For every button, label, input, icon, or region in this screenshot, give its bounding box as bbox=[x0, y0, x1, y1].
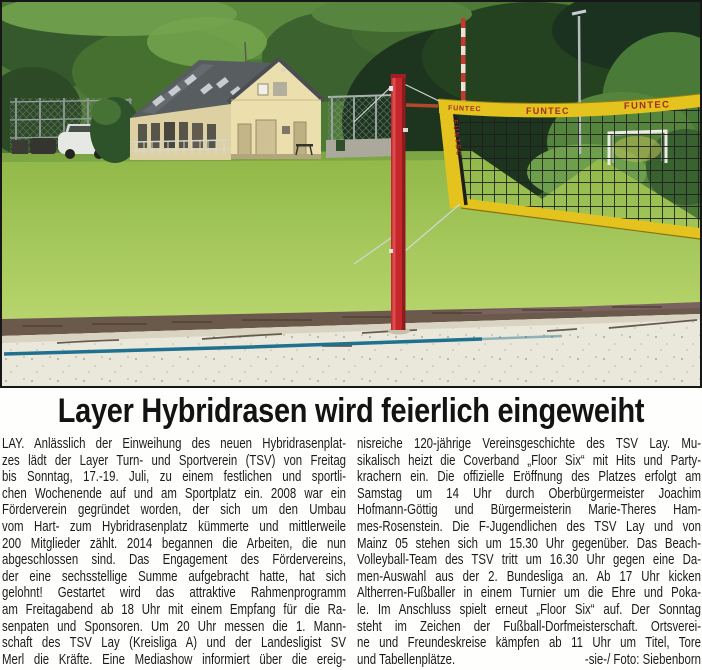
article-line: ne und Freundeskreise kämpfen ab 11 Uhr um Titel, Tore bbox=[357, 634, 702, 652]
article-column-right bbox=[357, 436, 701, 670]
article-line: le. Im Anschluss spielt erneut „Floor Six“ auf. Der Sonntag bbox=[357, 600, 702, 618]
article-line: Samstag um 14 Uhr durch Oberbürgermeister Joachim bbox=[357, 484, 702, 502]
article-line: Mainz 05 stehen sich um 15.30 Uhr gegenüber. Das Beach- bbox=[357, 534, 702, 552]
article-line: krachern ein. Die offizielle Eröffnung des Platzes erfolgt am bbox=[357, 468, 702, 486]
article-line: Hofmann-Göttig und Bürgermeisterin Marie-Theres Ham- bbox=[357, 501, 702, 519]
article-line: Förderverein gegründet worden, der sich um den Umbau bbox=[2, 501, 347, 519]
net-brand-label: FUNTEC bbox=[623, 99, 671, 112]
article-line: steht im Zeichen der Fußball-Dorfmeisterschaft. Ortsverei- bbox=[357, 617, 702, 635]
headline-row bbox=[0, 392, 702, 430]
closing-text: und Tabellenplätze. bbox=[357, 650, 456, 668]
article-line: chen Wochenende auf und am Sportplatz ein. 2008 war ein bbox=[2, 484, 347, 502]
article-line: der eine sechsstellige Summe aufgebracht hatte, hat sich bbox=[2, 567, 347, 585]
article-line: vom Hart- zum Hybridrasenplatz kümmerte und mittlerweile bbox=[2, 517, 347, 535]
headline: Layer Hybridrasen wird feierlich eingeweiht bbox=[57, 392, 645, 430]
byline: -sie-/ Foto: Siebenborn bbox=[584, 650, 702, 668]
article-line: zes lädt der Layer Turn- und Sportverein (TSV) von Freitag bbox=[2, 451, 347, 469]
article-column-left bbox=[2, 436, 346, 670]
article-line: 200 Mitglieder zählt. 2014 begannen die Arbeiten, die nun bbox=[2, 534, 347, 552]
article-line: schaft des TSV Lay (Kreisliga A) und der Landesligist SV bbox=[2, 634, 347, 652]
article-line: senpaten und Sponsoren. Um 20 Uhr messen die 1. Mann- bbox=[2, 617, 347, 635]
article-line: gelohnt! Gestartet wird das attraktive Rahmenprogramm bbox=[2, 584, 347, 602]
mid-fence bbox=[326, 94, 398, 158]
net-brand-label: FUNTEC bbox=[447, 105, 482, 114]
article-line: am Freitagabend ab 18 Uhr mit einem Empfang für die Ra- bbox=[2, 600, 347, 618]
article-closing-line bbox=[357, 652, 701, 669]
article-line: mes-Rosenstein. Die F-Jugendlichen des TSV Lay und von bbox=[357, 517, 702, 535]
article-line: Altherren-Fußballer in einem Turnier um die Ehre und Poka- bbox=[357, 584, 702, 602]
article-line: sikalisch heizt die Coverband „Floor Six“ mit Hits und Party- bbox=[357, 451, 702, 469]
article-line: men-Auswahl aus der 2. Bundesliga an. Ab 17 Uhr kicken bbox=[357, 567, 702, 585]
article-line: bis Sonntag, 17.-19. Juli, zu einem festlichen und sportli- bbox=[2, 468, 347, 486]
net-brand-vertical: FUNTEC bbox=[451, 119, 462, 158]
net-brand-label: FUNTEC bbox=[526, 106, 570, 116]
article-line: LAY. Anlässlich der Einweihung des neuen Hybridrasenplat- bbox=[2, 435, 347, 452]
tension-strap bbox=[406, 105, 438, 106]
sports-field-photo-scene bbox=[2, 2, 700, 386]
article-line: Merl die Kräfte. Eine Mediashow informiert über die ereig- bbox=[2, 650, 347, 668]
striped-corner-pole bbox=[461, 18, 466, 107]
article-line: nisreiche 120-jährige Vereinsgeschichte des TSV Lay. Mu- bbox=[357, 435, 702, 452]
article-line: abgeschlossen sind. Das Engagement des Fördervereins, bbox=[2, 551, 347, 569]
article-line: Volleyball-Team des TSV tritt um 16.30 Uhr gegen eine Da- bbox=[357, 551, 702, 569]
